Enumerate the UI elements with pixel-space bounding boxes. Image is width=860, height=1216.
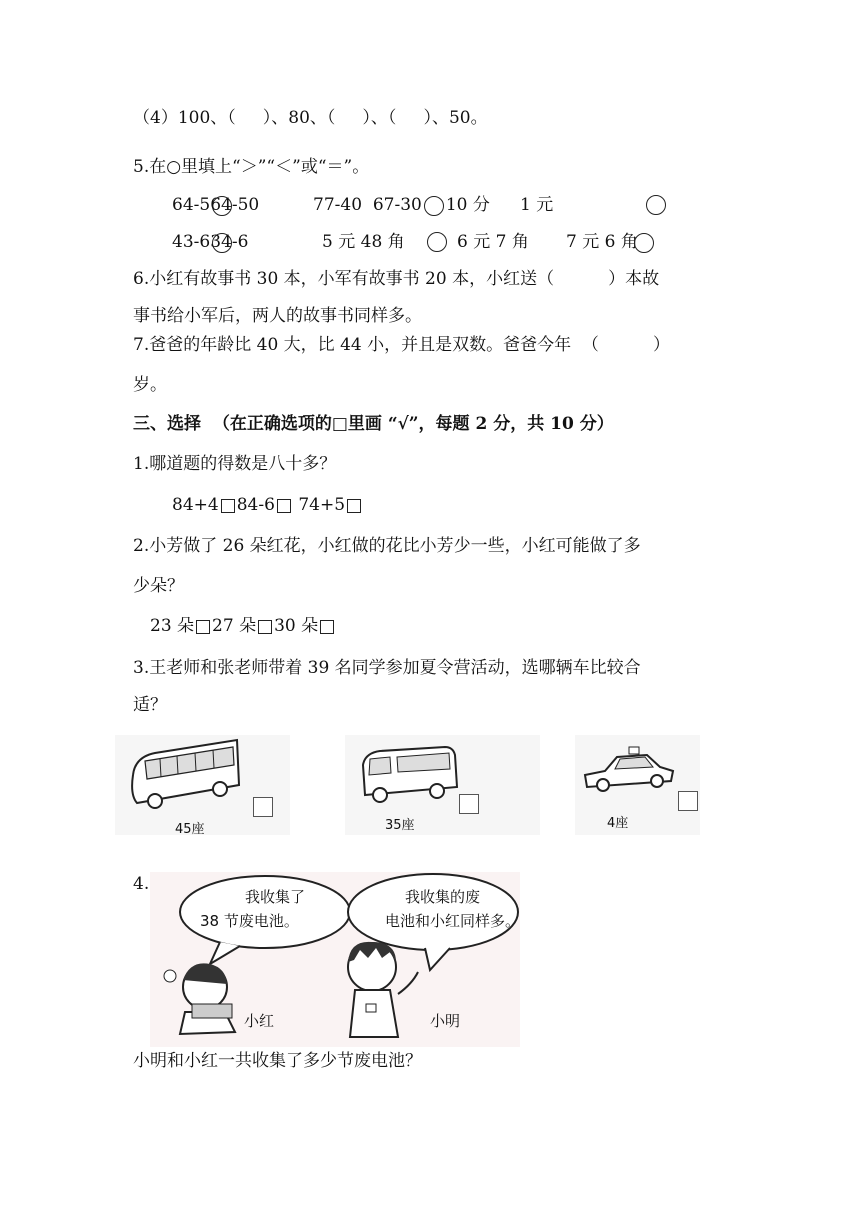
q5-row2-e — [566, 231, 656, 253]
q5-row1-right — [313, 194, 490, 216]
c2-opt2: 27 朵 — [212, 616, 257, 636]
checkbox[interactable] — [258, 620, 272, 634]
girl-name: 小红 — [244, 1012, 275, 1030]
dialogue-picture — [150, 872, 520, 1047]
q5-row2-b: 34-6 — [210, 232, 249, 252]
girl-speech-line2: 38 节废电池。 — [200, 912, 299, 930]
car-seats: 4座 — [607, 816, 629, 831]
car-icon — [575, 735, 700, 835]
compare-circle[interactable] — [427, 232, 447, 252]
c1-opt2: 84-6 — [236, 495, 275, 515]
c3-line1: 3.王老师和张老师带着 39 名同学参加夏令营活动，选哪辆车比较合 — [133, 658, 641, 678]
compare-circle[interactable] — [646, 195, 666, 215]
q7-line1: 7.爸爸的年龄比 40 大，比 44 小，并且是双数。爸爸今年 （ ） — [133, 335, 670, 355]
checkbox-bus[interactable] — [253, 797, 273, 817]
q6-line2: 事书给小军后，两人的故事书同样多。 — [133, 306, 422, 326]
checkbox-van[interactable] — [459, 794, 479, 814]
checkbox[interactable] — [221, 499, 235, 513]
boy-speech-line2: 电池和小红同样多。 — [385, 912, 521, 930]
sequence-question: （4）100、（ ）、80、（ ）、（ ）、50。 — [133, 108, 488, 128]
q5-row1-b: 64-50 — [210, 195, 260, 215]
q5-row2-d: 6 元 7 角 — [457, 232, 529, 252]
q7-line2: 岁。 — [133, 375, 167, 395]
q6-line1: 6.小红有故事书 30 本，小军有故事书 20 本，小红送（ ）本故 — [133, 269, 660, 289]
car-picture — [575, 735, 700, 835]
q5-row1-d: 10 分 — [445, 195, 490, 215]
q5-row2 — [172, 231, 248, 253]
q5-row2-c: 5 元 48 角 — [322, 232, 405, 252]
van-picture — [345, 735, 540, 835]
c1-question: 1.哪道题的得数是八十多？ — [133, 454, 337, 474]
checkbox-car[interactable] — [678, 791, 698, 811]
c4-question: 小明和小红一共收集了多少节废电池？ — [133, 1051, 422, 1071]
checkbox[interactable] — [320, 620, 334, 634]
girl-speech-line1: 我收集了 — [245, 888, 306, 906]
c3-line2: 适？ — [133, 695, 167, 715]
c2-options — [150, 615, 336, 637]
c1-options — [172, 494, 363, 516]
compare-circle[interactable] — [634, 233, 654, 253]
q5-row1-a: 64-5 — [172, 195, 211, 215]
van-icon — [345, 735, 540, 835]
section-title: 三、选择 （在正确选项的□里画 “√”，每题 2 分，共 10 分） — [133, 414, 614, 434]
c1-opt1: 84+4 — [172, 495, 219, 515]
compare-circle[interactable] — [424, 196, 444, 216]
van-seats: 35座 — [385, 818, 415, 833]
checkbox[interactable] — [196, 620, 210, 634]
c2-line2: 少朵？ — [133, 576, 184, 596]
q5-prompt: 5.在○里填上“＞”“＜”或“＝”。 — [133, 157, 370, 177]
c4-number: 4. — [133, 874, 150, 894]
q5-row2-e-text: 7 元 6 角 — [566, 232, 638, 252]
q5-row2-a: 43-6 — [172, 232, 211, 252]
c2-line1: 2.小芳做了 26 朵红花，小红做的花比小芳少一些，小红可能做了多 — [133, 536, 641, 556]
bus-seats: 45座 — [175, 822, 205, 837]
checkbox[interactable] — [347, 499, 361, 513]
checkbox[interactable] — [277, 499, 291, 513]
c2-opt3: 30 朵 — [274, 616, 319, 636]
c1-opt3: 74+5 — [298, 495, 346, 515]
q5-row1 — [172, 194, 259, 216]
q5-row1-e: 1 元 — [520, 195, 554, 215]
q5-row1-c: 77-40 67-30 — [313, 195, 422, 215]
boy-speech-line1: 我收集的废 — [405, 888, 481, 906]
boy-name: 小明 — [430, 1012, 461, 1030]
c2-opt1: 23 朵 — [150, 616, 195, 636]
